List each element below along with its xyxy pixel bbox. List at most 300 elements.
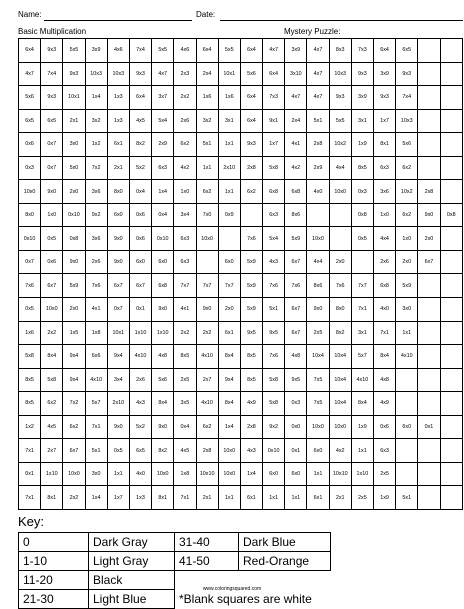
grid-cell[interactable]: 2x2	[41, 321, 63, 345]
grid-cell[interactable]: 1x8	[174, 462, 196, 486]
grid-cell[interactable]: 2x0	[329, 250, 351, 274]
grid-cell[interactable]: 0x7	[107, 298, 129, 322]
grid-cell[interactable]: 1x7	[374, 109, 396, 133]
grid-cell[interactable]: 6x3	[374, 156, 396, 180]
grid-cell[interactable]: 5x5	[152, 39, 174, 63]
grid-cell[interactable]	[440, 86, 462, 110]
grid-cell[interactable]: 3x9	[374, 62, 396, 86]
grid-cell[interactable]: 1x10	[41, 462, 63, 486]
grid-cell[interactable]: 10x0	[307, 415, 329, 439]
grid-cell[interactable]: 0x7	[41, 156, 63, 180]
grid-cell[interactable]: 3x2	[196, 109, 218, 133]
grid-cell[interactable]: 7x6	[263, 345, 285, 369]
grid-cell[interactable]: 3x9	[285, 39, 307, 63]
grid-cell[interactable]: 6x2	[63, 415, 85, 439]
grid-cell[interactable]: 10x1	[63, 86, 85, 110]
grid-cell[interactable]: 6x8	[374, 274, 396, 298]
grid-cell[interactable]: 6x7	[418, 250, 440, 274]
grid-cell[interactable]: 4x7	[285, 86, 307, 110]
grid-cell[interactable]: 1x4	[85, 486, 107, 510]
grid-cell[interactable]: 1x6	[19, 321, 41, 345]
grid-cell[interactable]: 7x7	[218, 274, 240, 298]
grid-cell[interactable]: 4x10	[196, 345, 218, 369]
grid-cell[interactable]: 8x1	[374, 133, 396, 157]
grid-cell[interactable]: 7x6	[19, 274, 41, 298]
grid-cell[interactable]: 1x1	[307, 462, 329, 486]
grid-cell[interactable]: 9x4	[107, 345, 129, 369]
grid-cell[interactable]: 2x0	[396, 250, 418, 274]
grid-cell[interactable]	[440, 156, 462, 180]
grid-cell[interactable]: 0x1	[129, 298, 151, 322]
grid-cell[interactable]: 8x4	[218, 345, 240, 369]
grid-cell[interactable]: 3x0	[396, 298, 418, 322]
grid-cell[interactable]: 6x6	[85, 345, 107, 369]
grid-cell[interactable]: 4x7	[263, 39, 285, 63]
grid-cell[interactable]: 1x9	[351, 133, 373, 157]
grid-cell[interactable]: 1x1	[218, 133, 240, 157]
grid-cell[interactable]: 1x5	[63, 321, 85, 345]
grid-cell[interactable]	[440, 274, 462, 298]
grid-cell[interactable]: 4x5	[174, 439, 196, 463]
grid-cell[interactable]: 9x3	[329, 86, 351, 110]
grid-cell[interactable]	[396, 368, 418, 392]
grid-cell[interactable]: 2x1	[196, 486, 218, 510]
grid-cell[interactable]: 8x1	[152, 486, 174, 510]
grid-cell[interactable]: 5x1	[263, 298, 285, 322]
grid-cell[interactable]: 2x9	[152, 133, 174, 157]
grid-cell[interactable]: 6x7	[285, 321, 307, 345]
grid-cell[interactable]: 6x5	[396, 39, 418, 63]
grid-cell[interactable]: 6x0	[129, 250, 151, 274]
grid-cell[interactable]: 4x3	[129, 392, 151, 416]
grid-cell[interactable]: 5x9	[240, 274, 262, 298]
grid-cell[interactable]: 8x5	[19, 392, 41, 416]
grid-cell[interactable]: 5x5	[63, 39, 85, 63]
grid-cell[interactable]: 5x5	[218, 39, 240, 63]
grid-cell[interactable]: 7x5	[307, 368, 329, 392]
grid-cell[interactable]: 3x4	[174, 203, 196, 227]
grid-cell[interactable]: 4x1	[85, 298, 107, 322]
grid-cell[interactable]: 3x10	[285, 62, 307, 86]
grid-cell[interactable]: 7x1	[174, 486, 196, 510]
grid-cell[interactable]: 6x4	[196, 39, 218, 63]
grid-cell[interactable]: 6x1	[107, 133, 129, 157]
grid-cell[interactable]: 0x7	[41, 133, 63, 157]
grid-cell[interactable]: 2x8	[240, 156, 262, 180]
grid-cell[interactable]: 9x3	[41, 39, 63, 63]
grid-cell[interactable]: 2x2	[174, 321, 196, 345]
grid-cell[interactable]: 5x7	[85, 392, 107, 416]
grid-cell[interactable]: 3x2	[85, 109, 107, 133]
grid-cell[interactable]: 2x7	[196, 368, 218, 392]
grid-cell[interactable]: 8x4	[374, 345, 396, 369]
grid-cell[interactable]: 6x0	[107, 203, 129, 227]
grid-cell[interactable]: 6x2	[41, 392, 63, 416]
grid-cell[interactable]: 9x0	[152, 298, 174, 322]
grid-cell[interactable]: 6x7	[63, 439, 85, 463]
grid-cell[interactable]: 1x1	[263, 486, 285, 510]
grid-cell[interactable]	[351, 250, 373, 274]
grid-cell[interactable]: 5x4	[152, 109, 174, 133]
grid-cell[interactable]: 4x10	[196, 392, 218, 416]
grid-cell[interactable]: 9x0	[63, 250, 85, 274]
grid-cell[interactable]: 4x7	[307, 39, 329, 63]
grid-cell[interactable]: 10x4	[329, 368, 351, 392]
grid-cell[interactable]: 5x9	[240, 298, 262, 322]
grid-cell[interactable]: 2x1	[329, 486, 351, 510]
grid-cell[interactable]: 4x1	[285, 133, 307, 157]
grid-cell[interactable]	[440, 368, 462, 392]
grid-cell[interactable]: 1x1	[218, 486, 240, 510]
grid-cell[interactable]	[418, 392, 440, 416]
grid-cell[interactable]: 0x5	[19, 298, 41, 322]
grid-cell[interactable]	[440, 486, 462, 510]
grid-cell[interactable]: 9x0	[107, 227, 129, 251]
grid-cell[interactable]	[418, 345, 440, 369]
grid-cell[interactable]: 8x5	[19, 368, 41, 392]
grid-cell[interactable]: 9x3	[351, 62, 373, 86]
grid-cell[interactable]: 0x10	[63, 203, 85, 227]
grid-cell[interactable]: 0x1	[418, 415, 440, 439]
grid-cell[interactable]: 10x0	[63, 462, 85, 486]
grid-cell[interactable]: 4x8	[285, 345, 307, 369]
grid-cell[interactable]: 7x7	[174, 274, 196, 298]
grid-cell[interactable]: 7x6	[285, 274, 307, 298]
grid-cell[interactable]: 1x7	[263, 133, 285, 157]
grid-cell[interactable]: 9x0	[307, 298, 329, 322]
grid-cell[interactable]	[440, 321, 462, 345]
grid-cell[interactable]	[418, 368, 440, 392]
grid-cell[interactable]	[440, 39, 462, 63]
grid-cell[interactable]: 6x7	[107, 274, 129, 298]
grid-cell[interactable]: 10x3	[107, 62, 129, 86]
grid-cell[interactable]: 7x6	[263, 274, 285, 298]
grid-cell[interactable]: 10x0	[329, 180, 351, 204]
grid-cell[interactable]	[440, 345, 462, 369]
grid-cell[interactable]: 0x8	[63, 227, 85, 251]
grid-cell[interactable]: 0x4	[129, 180, 151, 204]
grid-cell[interactable]	[440, 133, 462, 157]
grid-cell[interactable]: 1x6	[218, 86, 240, 110]
grid-cell[interactable]: 2x0	[63, 298, 85, 322]
grid-cell[interactable]: 9x4	[63, 368, 85, 392]
grid-cell[interactable]: 3x1	[351, 109, 373, 133]
grid-cell[interactable]: 2x2	[196, 321, 218, 345]
grid-cell[interactable]: 8x4	[218, 392, 240, 416]
grid-cell[interactable]: 9x2	[263, 415, 285, 439]
grid-cell[interactable]: 9x3	[129, 62, 151, 86]
grid-cell[interactable]: 0x9	[218, 203, 240, 227]
grid-cell[interactable]: 10x4	[307, 345, 329, 369]
grid-cell[interactable]: 5x6	[396, 133, 418, 157]
grid-cell[interactable]: 7x1	[374, 321, 396, 345]
grid-cell[interactable]	[418, 274, 440, 298]
grid-cell[interactable]: 4x0	[129, 462, 151, 486]
grid-cell[interactable]: 4x5	[41, 415, 63, 439]
grid-cell[interactable]: 1x1	[351, 439, 373, 463]
grid-cell[interactable]: 8x2	[152, 439, 174, 463]
grid-cell[interactable]: 3x9	[351, 86, 373, 110]
grid-cell[interactable]: 10x1	[107, 321, 129, 345]
grid-cell[interactable]: 2x0	[63, 180, 85, 204]
grid-cell[interactable]: 2x7	[41, 439, 63, 463]
grid-cell[interactable]: 9x3	[396, 62, 418, 86]
grid-cell[interactable]: 9x4	[63, 345, 85, 369]
grid-cell[interactable]: 5x7	[351, 345, 373, 369]
grid-cell[interactable]: 5x0	[63, 156, 85, 180]
grid-cell[interactable]: 4x7	[307, 62, 329, 86]
grid-cell[interactable]	[396, 392, 418, 416]
grid-cell[interactable]: 7x7	[351, 274, 373, 298]
grid-cell[interactable]: 3x9	[85, 39, 107, 63]
grid-cell[interactable]: 0x5	[107, 439, 129, 463]
grid-cell[interactable]	[396, 439, 418, 463]
grid-cell[interactable]: 4x0	[374, 298, 396, 322]
grid-cell[interactable]: 0x8	[351, 203, 373, 227]
grid-cell[interactable]: 10x0	[152, 462, 174, 486]
grid-cell[interactable]: 8x5	[240, 368, 262, 392]
grid-cell[interactable]	[440, 250, 462, 274]
grid-cell[interactable]: 2x6	[374, 250, 396, 274]
grid-cell[interactable]: 7x3	[351, 39, 373, 63]
grid-cell[interactable]: 9x4	[218, 368, 240, 392]
grid-cell[interactable]	[440, 62, 462, 86]
grid-cell[interactable]: 1x0	[174, 180, 196, 204]
grid-cell[interactable]: 6x3	[263, 203, 285, 227]
grid-cell[interactable]: 2x5	[351, 486, 373, 510]
grid-cell[interactable]: 2x0	[418, 227, 440, 251]
grid-cell[interactable]: 6x7	[41, 274, 63, 298]
grid-cell[interactable]: 9x0	[152, 415, 174, 439]
grid-cell[interactable]: 6x8	[285, 180, 307, 204]
grid-cell[interactable]: 5x6	[152, 368, 174, 392]
grid-cell[interactable]: 8x0	[107, 180, 129, 204]
grid-cell[interactable]: 5x6	[19, 86, 41, 110]
grid-cell[interactable]: 1x10	[351, 462, 373, 486]
grid-cell[interactable]: 4x7	[307, 86, 329, 110]
grid-cell[interactable]: 9x0	[196, 298, 218, 322]
grid-cell[interactable]: 6x4	[129, 86, 151, 110]
grid-cell[interactable]: 1x4	[152, 180, 174, 204]
grid-cell[interactable]	[329, 227, 351, 251]
grid-cell[interactable]: 0x6	[129, 227, 151, 251]
grid-cell[interactable]: 5x8	[41, 368, 63, 392]
grid-cell[interactable]: 8x4	[152, 392, 174, 416]
grid-cell[interactable]: 4x4	[307, 250, 329, 274]
grid-cell[interactable]: 4x1	[174, 298, 196, 322]
grid-cell[interactable]: 8x2	[129, 133, 151, 157]
grid-cell[interactable]: 2x5	[374, 462, 396, 486]
grid-cell[interactable]: 2x4	[196, 62, 218, 86]
grid-cell[interactable]: 9x5	[263, 321, 285, 345]
grid-cell[interactable]: 5x1	[85, 439, 107, 463]
grid-cell[interactable]: 4x0	[307, 180, 329, 204]
grid-cell[interactable]: 7x1	[85, 415, 107, 439]
grid-cell[interactable]: 5x9	[285, 227, 307, 251]
grid-cell[interactable]: 6x0	[218, 250, 240, 274]
grid-cell[interactable]: 9x1	[263, 109, 285, 133]
grid-cell[interactable]: 0x8	[440, 203, 462, 227]
grid-cell[interactable]: 1x1	[396, 321, 418, 345]
grid-cell[interactable]: 10x0	[196, 227, 218, 251]
grid-cell[interactable]: 10x0	[19, 180, 41, 204]
grid-cell[interactable]: 5x2	[129, 415, 151, 439]
grid-cell[interactable]: 3x6	[85, 180, 107, 204]
grid-cell[interactable]	[418, 109, 440, 133]
grid-cell[interactable]: 1x4	[240, 462, 262, 486]
grid-cell[interactable]: 5x2	[129, 156, 151, 180]
grid-cell[interactable]	[396, 462, 418, 486]
grid-cell[interactable]: 1x1	[107, 462, 129, 486]
grid-cell[interactable]: 6x1	[218, 321, 240, 345]
grid-cell[interactable]: 6x7	[285, 250, 307, 274]
grid-cell[interactable]	[218, 227, 240, 251]
grid-cell[interactable]: 1x10	[129, 321, 151, 345]
grid-cell[interactable]: 1x1	[285, 486, 307, 510]
grid-cell[interactable]: 10x3	[85, 62, 107, 86]
grid-cell[interactable]: 7x1	[351, 298, 373, 322]
grid-cell[interactable]: 6x1	[307, 486, 329, 510]
grid-cell[interactable]: 6x7	[285, 298, 307, 322]
grid-cell[interactable]: 8x0	[329, 298, 351, 322]
grid-cell[interactable]: 1x9	[351, 415, 373, 439]
grid-cell[interactable]	[440, 462, 462, 486]
grid-cell[interactable]: 0x10	[19, 227, 41, 251]
grid-cell[interactable]: 7x1	[19, 486, 41, 510]
grid-cell[interactable]: 10x0	[218, 462, 240, 486]
grid-cell[interactable]: 0x6	[129, 203, 151, 227]
grid-cell[interactable]: 8x1	[41, 486, 63, 510]
grid-cell[interactable]: 8x5	[240, 345, 262, 369]
grid-cell[interactable]: 7x5	[307, 392, 329, 416]
grid-cell[interactable]: 6x8	[263, 180, 285, 204]
grid-cell[interactable]: 8x6	[307, 274, 329, 298]
grid-cell[interactable]: 6x2	[174, 133, 196, 157]
grid-cell[interactable]: 6x0	[263, 462, 285, 486]
grid-cell[interactable]: 1x2	[85, 133, 107, 157]
grid-cell[interactable]	[196, 250, 218, 274]
grid-cell[interactable]: 1x10	[152, 321, 174, 345]
grid-cell[interactable]: 6x2	[396, 156, 418, 180]
grid-cell[interactable]: 5x9	[396, 274, 418, 298]
grid-cell[interactable]: 5x9	[240, 250, 262, 274]
grid-cell[interactable]: 6x5	[129, 439, 151, 463]
grid-cell[interactable]: 10x0	[218, 439, 240, 463]
grid-cell[interactable]: 1x4	[85, 86, 107, 110]
grid-cell[interactable]: 9x0	[107, 415, 129, 439]
grid-cell[interactable]: 5x5	[329, 109, 351, 133]
grid-cell[interactable]: 1x3	[107, 109, 129, 133]
grid-cell[interactable]: 0x3	[351, 180, 373, 204]
grid-cell[interactable]: 6x2	[196, 180, 218, 204]
grid-cell[interactable]	[440, 298, 462, 322]
grid-cell[interactable]: 6x7	[129, 274, 151, 298]
grid-cell[interactable]: 8x5	[351, 156, 373, 180]
grid-cell[interactable]: 4x10	[396, 345, 418, 369]
grid-cell[interactable]: 10x3	[396, 109, 418, 133]
grid-cell[interactable]: 6x1	[240, 486, 262, 510]
grid-cell[interactable]: 6x0	[396, 415, 418, 439]
grid-cell[interactable]: 8x5	[174, 345, 196, 369]
grid-cell[interactable]: 0x6	[374, 415, 396, 439]
grid-cell[interactable]: 10x0	[41, 298, 63, 322]
grid-cell[interactable]: 0x7	[19, 250, 41, 274]
grid-cell[interactable]: 6x3	[174, 250, 196, 274]
grid-cell[interactable]	[418, 439, 440, 463]
grid-cell[interactable]: 4x8	[152, 345, 174, 369]
grid-cell[interactable]	[418, 298, 440, 322]
grid-cell[interactable]: 2x8	[240, 415, 262, 439]
grid-cell[interactable]: 7x4	[396, 86, 418, 110]
grid-cell[interactable]: 6x0	[152, 250, 174, 274]
grid-cell[interactable]	[418, 486, 440, 510]
grid-cell[interactable]: 8x3	[329, 39, 351, 63]
grid-cell[interactable]: 5x4	[263, 227, 285, 251]
grid-cell[interactable]: 5x1	[307, 109, 329, 133]
grid-cell[interactable]: 2x4	[285, 109, 307, 133]
grid-cell[interactable]	[329, 203, 351, 227]
grid-cell[interactable]	[440, 109, 462, 133]
grid-cell[interactable]: 2x5	[174, 368, 196, 392]
grid-cell[interactable]: 1x3	[107, 86, 129, 110]
grid-cell[interactable]: 3x6	[374, 180, 396, 204]
grid-cell[interactable]	[418, 39, 440, 63]
grid-cell[interactable]: 7x1	[19, 439, 41, 463]
grid-cell[interactable]: 7x0	[196, 203, 218, 227]
grid-cell[interactable]: 9x0	[107, 250, 129, 274]
grid-cell[interactable]	[440, 439, 462, 463]
grid-cell[interactable]: 4x7	[152, 62, 174, 86]
grid-cell[interactable]: 2x5	[307, 321, 329, 345]
grid-cell[interactable]: 6x2	[196, 415, 218, 439]
grid-cell[interactable]: 5x1	[396, 486, 418, 510]
grid-cell[interactable]: 0x3	[19, 156, 41, 180]
grid-cell[interactable]: 5x8	[263, 156, 285, 180]
grid-cell[interactable]: 10x1	[218, 62, 240, 86]
grid-cell[interactable]: 6x2	[396, 203, 418, 227]
grid-cell[interactable]: 6x4	[240, 39, 262, 63]
grid-cell[interactable]: 6x4	[19, 39, 41, 63]
grid-cell[interactable]	[240, 203, 262, 227]
grid-cell[interactable]: 6x4	[374, 39, 396, 63]
grid-cell[interactable]: 4x4	[329, 156, 351, 180]
grid-cell[interactable]: 1x6	[196, 86, 218, 110]
grid-cell[interactable]: 4x9	[240, 392, 262, 416]
grid-cell[interactable]	[440, 415, 462, 439]
grid-cell[interactable]: 9x0	[41, 180, 63, 204]
grid-cell[interactable]: 6x0	[285, 462, 307, 486]
grid-cell[interactable]: 0x4	[174, 415, 196, 439]
grid-cell[interactable]	[418, 86, 440, 110]
grid-cell[interactable]: 1x1	[196, 156, 218, 180]
grid-cell[interactable]: 4x10	[129, 345, 151, 369]
grid-cell[interactable]: 10x3	[329, 62, 351, 86]
grid-cell[interactable]: 4x7	[19, 62, 41, 86]
grid-cell[interactable]: 0x5	[41, 227, 63, 251]
grid-cell[interactable]: 10x2	[396, 180, 418, 204]
grid-cell[interactable]	[418, 462, 440, 486]
grid-cell[interactable]	[440, 227, 462, 251]
grid-cell[interactable]: 5x6	[240, 62, 262, 86]
grid-cell[interactable]: 0x10	[263, 439, 285, 463]
grid-cell[interactable]: 8x4	[41, 345, 63, 369]
date-line[interactable]	[220, 20, 463, 21]
grid-cell[interactable]: 3x1	[218, 109, 240, 133]
grid-cell[interactable]	[440, 180, 462, 204]
grid-cell[interactable]: 5x8	[263, 368, 285, 392]
grid-cell[interactable]: 7x4	[129, 39, 151, 63]
grid-cell[interactable]: 7x7	[196, 274, 218, 298]
